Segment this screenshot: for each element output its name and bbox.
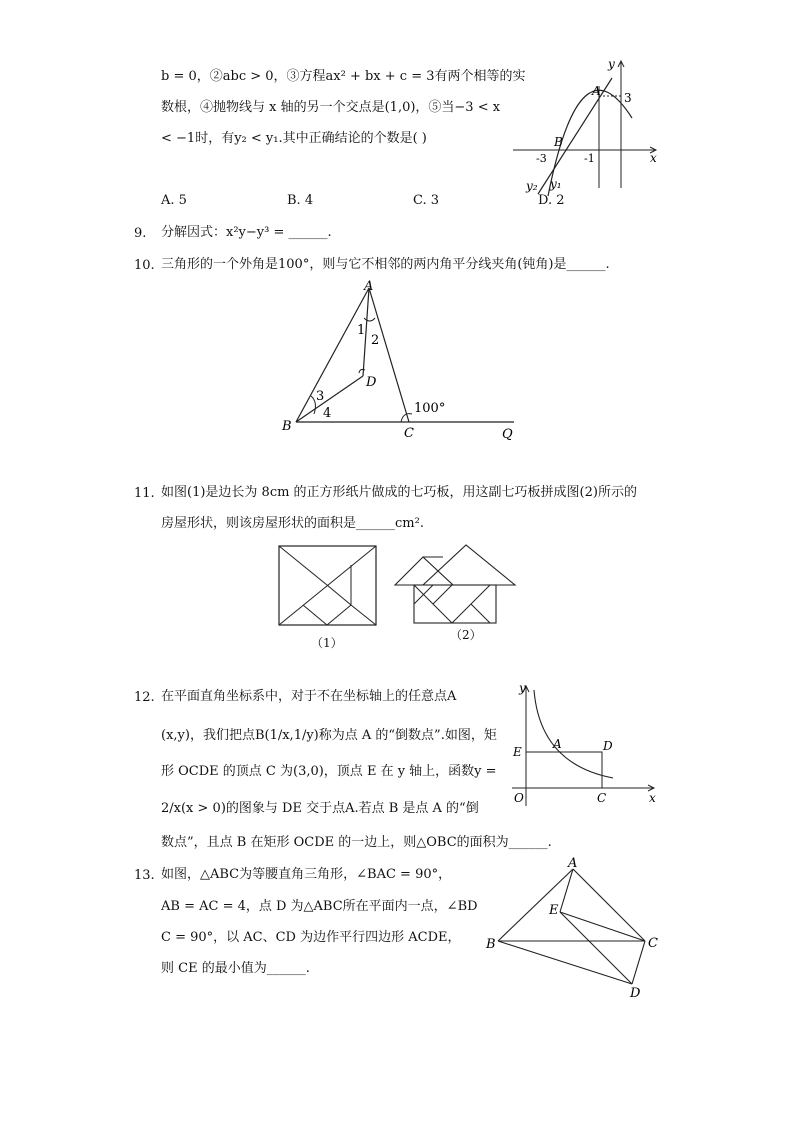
q10-label-a: A xyxy=(364,279,374,294)
q8-option-b: B. 4 xyxy=(287,193,314,208)
q10-text: 三角形的一个外角是100°，则与它不相邻的两内角平分线夹角(钝角)是______. xyxy=(161,257,610,272)
q13-line1: 如图，△ABC为等腰直角三角形，∠BAC = 90°， xyxy=(161,867,452,882)
q9-number: 9. xyxy=(134,226,147,241)
q11-figure-1 xyxy=(278,545,378,627)
q8-label-3: 3 xyxy=(624,91,632,105)
q12-label-o: O xyxy=(514,791,524,805)
q12-label-x: x xyxy=(649,791,656,805)
q12-label-a: A xyxy=(553,737,562,751)
q12-line4: 2/x(x > 0)的图象与 DE 交于点A.若点 B 是点 A 的“倒 xyxy=(161,801,479,816)
q10-angle-3: 3 xyxy=(316,389,325,404)
q10-label-b: B xyxy=(282,419,292,434)
q8-label-y: y xyxy=(608,57,615,71)
q8-line1: b = 0，②abc > 0，③方程ax² + bx + c = 3有两个相等的实 xyxy=(161,69,526,84)
q8-label-x: x xyxy=(650,151,657,165)
q8-option-a: A. 5 xyxy=(161,193,187,208)
q11-line2: 房屋形状，则该房屋形状的面积是______cm². xyxy=(161,516,424,531)
q11-caption-2: （2） xyxy=(450,628,482,642)
q12-figure xyxy=(508,678,668,808)
q8-label-m3: -3 xyxy=(536,152,547,165)
q10-figure xyxy=(276,278,526,443)
q11-caption-1: （1） xyxy=(311,636,343,650)
q12-line5: 数点”，且点 B 在矩形 OCDE 的一边上，则△OBC的面积为______. xyxy=(161,835,552,850)
q12-hyperbola xyxy=(534,690,613,778)
q13-line2: AB = AC = 4，点 D 为△ABC所在平面内一点，∠BD xyxy=(161,899,478,914)
q11-number: 11. xyxy=(134,486,155,501)
q12-line3: 形 OCDE 的顶点 C 为(3,0)，顶点 E 在 y 轴上，函数y = xyxy=(161,764,497,779)
q12-line1: 在平面直角坐标系中，对于不在坐标轴上的任意点A xyxy=(161,689,457,704)
q13-line4: 则 CE 的最小值为______. xyxy=(161,961,310,976)
q13-label-d: D xyxy=(630,986,641,1001)
q8-figure xyxy=(508,56,668,201)
q13-label-a: A xyxy=(568,856,578,871)
q13-label-b: B xyxy=(486,937,496,952)
q10-label-c: C xyxy=(404,426,414,441)
q10-angle-2: 2 xyxy=(371,333,380,348)
q11-line1: 如图(1)是边长为 8cm 的正方形纸片做成的七巧板，用这副七巧板拼成图(2)所示的 xyxy=(161,485,637,500)
q9-text: 分解因式：x²y−y³ = ______. xyxy=(161,225,332,240)
q13-figure xyxy=(484,856,664,1001)
q8-label-b: B xyxy=(554,135,563,149)
q12-line2: (x,y)，我们把点B(1/x,1/y)称为点 A 的“倒数点”.如图，矩 xyxy=(161,728,497,743)
q8-label-m1: -1 xyxy=(584,152,595,165)
q12-label-e: E xyxy=(513,745,522,759)
q13-label-e: E xyxy=(549,903,559,918)
q8-line2: 数根，④抛物线与 x 轴的另一个交点是(1,0)，⑤当−3 < x xyxy=(161,100,501,115)
q8-line3: < −1时，有y₂ < y₁.其中正确结论的个数是( ) xyxy=(161,131,427,146)
q10-angle-4: 4 xyxy=(323,406,332,421)
q13-number: 13. xyxy=(134,868,155,883)
q8-label-y1: y₁ xyxy=(550,177,562,191)
q12-number: 12. xyxy=(134,690,155,705)
q8-option-d: D. 2 xyxy=(538,193,565,208)
q8-option-c: C. 3 xyxy=(413,193,440,208)
q10-label-q: Q xyxy=(502,427,513,442)
q13-line3: C = 90°，以 AC、CD 为边作平行四边形 ACDE， xyxy=(161,930,461,945)
q12-label-c: C xyxy=(597,791,607,805)
q11-figure-2 xyxy=(393,543,519,627)
q10-angle-100: 100° xyxy=(414,401,446,416)
q10-label-d: D xyxy=(366,375,377,390)
q13-label-c: C xyxy=(648,936,658,951)
q12-label-d: D xyxy=(603,739,613,753)
q10-angle-1: 1 xyxy=(357,323,366,338)
q8-label-a: A xyxy=(592,84,601,98)
q10-number: 10. xyxy=(134,258,155,273)
q12-label-y: y xyxy=(519,681,526,695)
q8-label-y2: y₂ xyxy=(526,179,538,193)
